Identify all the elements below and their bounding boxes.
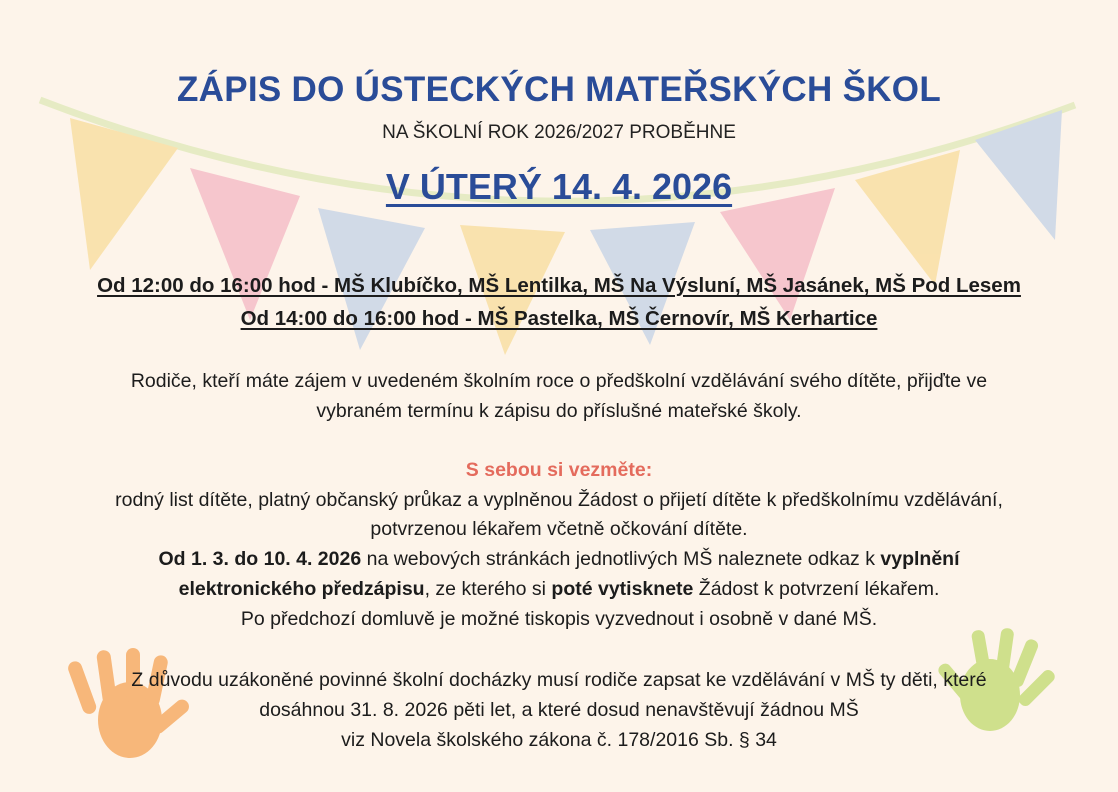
online-text [0, 544, 1118, 574]
schedule-line: Od 12:00 do 16:00 hod - MŠ Klubíčko, MŠ Lentilka, MŠ Na Výsluní, MŠ Jasánek, MŠ Pod Lesem [97, 274, 1021, 297]
intro-text: vybraném termínu k zápisu do příslušné mateřské školy. [316, 400, 802, 422]
online-text-part: , ze kterého si [424, 578, 552, 600]
page-title: ZÁPIS DO ÚSTECKÝCH MATEŘSKÝCH ŠKOL [176, 70, 942, 109]
online-dates: Od 1. 3. do 10. 4. 2026 [158, 548, 362, 570]
online-bold: elektronického předzápisu [178, 578, 425, 600]
bring-text: potvrzenou lékařem včetně očkování dítěte. [370, 518, 748, 540]
law-reference: viz Novela školského zákona č. 178/2016 Sb. § 34 [341, 729, 777, 751]
online-text-part: Žádost k potvrzení lékařem. [693, 578, 940, 600]
page-subtitle: NA ŠKOLNÍ ROK 2026/2027 PROBĚHNE [382, 122, 736, 143]
online-text-part: na webových stránkách jednotlivých MŠ naleznete odkaz k [361, 548, 881, 570]
bring-heading: S sebou si vezměte: [465, 459, 653, 481]
intro-text: Rodiče, kteří máte zájem v uvedeném školním roce o předškolní vzdělávání svého dítěte, přijďte ve [130, 370, 988, 392]
online-bold: poté vytisknete [551, 578, 694, 600]
personal-pickup-text: Po předchozí domluvě je možné tiskopis vyzvednout i osobně v dané MŠ. [240, 608, 878, 630]
online-bold: vyplnění [880, 548, 960, 570]
law-text: dosáhnou 31. 8. 2026 pěti let, a které dosud nenavštěvují žádnou MŠ [259, 699, 859, 721]
law-text: Z důvodu uzákoněné povinné školní docházky musí rodiče zapsat ke vzdělávání v MŠ ty děti, které [131, 669, 987, 691]
enrollment-date: V ÚTERÝ 14. 4. 2026 [385, 166, 733, 207]
schedule-line: Od 14:00 do 16:00 hod - MŠ Pastelka, MŠ Černovír, MŠ Kerhartice [240, 307, 878, 330]
online-text [0, 574, 1118, 604]
bring-text: rodný list dítěte, platný občanský průkaz a vyplněnou Žádost o přijetí dítěte k předškolnímu vzdělávání, [115, 489, 1003, 511]
